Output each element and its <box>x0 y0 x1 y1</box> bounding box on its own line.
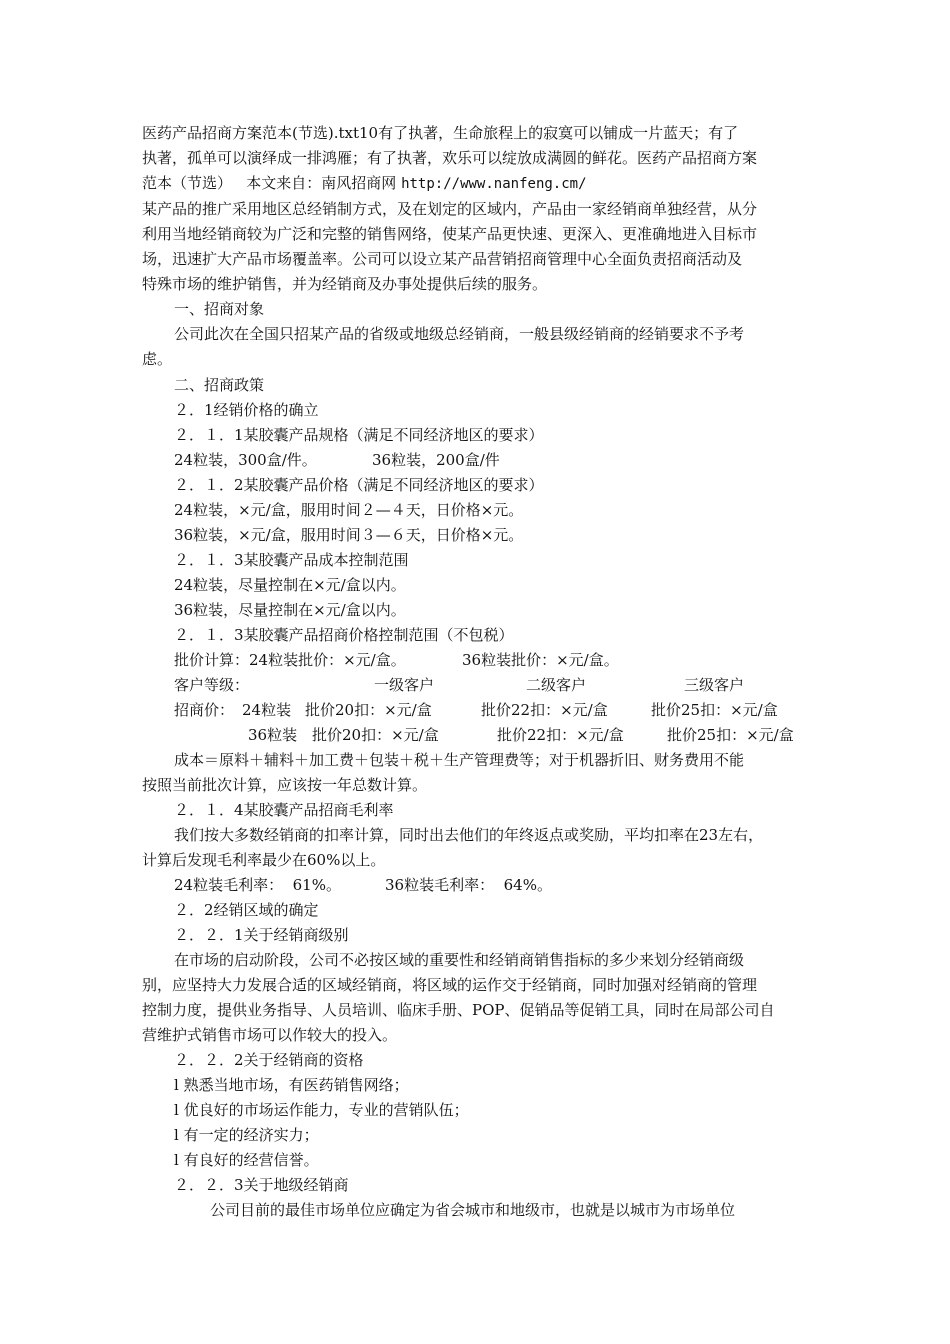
bid-24-pack: 24粒装 <box>242 701 292 719</box>
customer-level-label: 客户等级： <box>174 676 250 694</box>
heading-2: 二、招商政策 <box>174 376 265 394</box>
section-2-1: ２．1经销价格的确立 <box>174 401 319 419</box>
paragraph-1-line-4: 特殊市场的维护销售，并为经销商及办事处提供后续的服务。 <box>142 275 548 293</box>
spec-36: 36粒装，200盒/件 <box>372 451 500 469</box>
bid-price-label: 招商价： <box>174 701 235 719</box>
paragraph-1-line-2: 利用当地经销商较为广泛和完整的销售网络，使某产品更快速、更深入、更准确地进入目标市 <box>142 225 758 243</box>
qualification-3: l 有一定的经济实力； <box>174 1126 319 1144</box>
qualification-4: l 有良好的经营信誉。 <box>174 1151 319 1169</box>
region-line-1: 在市场的启动阶段，公司不必按区域的重要性和经销商销售指标的多少来划分经销商级 <box>174 951 745 969</box>
section-2-1-3: ２．１．3某胶囊产品成本控制范围 <box>174 551 409 569</box>
customer-level-1: 一级客户 <box>374 676 435 694</box>
bid-36-discount-20: 批价20扣：×元/盒 <box>312 726 439 744</box>
margin-line-1: 我们按大多数经销商的扣率计算，同时出去他们的年终返点或奖励，平均扣率在23左右， <box>174 826 764 844</box>
customer-level-3: 三级客户 <box>684 676 745 694</box>
section-2-1-1: ２．１．1某胶囊产品规格（满足不同经济地区的要求） <box>174 426 544 444</box>
region-line-3: 控制力度，提供业务指导、人员培训、临床手册、POP、促销品等促销工具，同时在局部公司自 <box>142 1001 775 1019</box>
section-2-1-4: ２．１．4某胶囊产品招商毛利率 <box>174 801 394 819</box>
cost-36: 36粒装，尽量控制在×元/盒以内。 <box>174 601 406 619</box>
section-2-2-3: ２．２．3关于地级经销商 <box>174 1176 349 1194</box>
section-2-1-3b: ２．１．3某胶囊产品招商价格控制范围（不包税） <box>174 626 514 644</box>
section-2-1-2: ２．１．2某胶囊产品价格（满足不同经济地区的要求） <box>174 476 544 494</box>
bid-24-discount-22: 批价22扣：×元/盒 <box>481 701 608 719</box>
bid-36-discount-25: 批价25扣：×元/盒 <box>667 726 794 744</box>
intro-line-3 <box>142 174 587 193</box>
paragraph-1-line-1: 某产品的推广采用地区总经销制方式，及在划定的区域内，产品由一家经销商单独经营，从分 <box>142 200 758 218</box>
region-line-2: 别，应坚持大力发展合适的区域经销商，将区域的运作交于经销商，同时加强对经销商的管理 <box>142 976 758 994</box>
bid-36-discount-22: 批价22扣：×元/盒 <box>497 726 624 744</box>
qualification-2: l 优良好的市场运作能力，专业的营销队伍； <box>174 1101 469 1119</box>
section-2-2-2: ２．２．2关于经销商的资格 <box>174 1051 364 1069</box>
intro-line-2: 执著，孤单可以演绎成一排鸿雁；有了执著，欢乐可以绽放成满圆的鲜花。医药产品招商方案 <box>142 149 758 167</box>
source-url[interactable]: http://www.nanfeng.cm/ <box>401 176 587 192</box>
intro-line-1: 医药产品招商方案范本(节选).txt10有了执著，生命旅程上的寂寞可以铺成一片蓝天；有了 <box>142 124 739 142</box>
heading-1: 一、招商对象 <box>174 300 265 318</box>
customer-level-2: 二级客户 <box>526 676 587 694</box>
wholesale-36: 36粒装批价：×元/盒。 <box>462 651 619 669</box>
cost-formula-line-2: 按照当前批次计算，应该按一年总数计算。 <box>142 776 428 794</box>
cost-formula-line-1: 成本＝原料＋辅料＋加工费＋包装＋税＋生产管理费等；对于机器折旧、财务费用不能 <box>174 751 745 769</box>
paragraph-2-line-2: 虑。 <box>142 350 173 368</box>
spec-24: 24粒装，300盒/件。 <box>174 451 317 469</box>
intro-source: 范本（节选） 本文来自：南风招商网 <box>142 174 402 192</box>
bid-24-discount-20: 批价20扣：×元/盒 <box>305 701 432 719</box>
bid-36-pack: 36粒装 <box>248 726 298 744</box>
paragraph-1-line-3: 场，迅速扩大产品市场覆盖率。公司可以设立某产品营销招商管理中心全面负责招商活动及 <box>142 250 743 268</box>
price-24: 24粒装，×元/盒，服用时间２—４天，日价格×元。 <box>174 501 524 519</box>
qualification-1: l 熟悉当地市场，有医药销售网络； <box>174 1076 409 1094</box>
margin-24: 24粒装毛利率： 61%。 <box>174 876 341 894</box>
cost-24: 24粒装，尽量控制在×元/盒以内。 <box>174 576 406 594</box>
region-line-4: 营维护式销售市场可以作较大的投入。 <box>142 1026 398 1044</box>
paragraph-2-line-1: 公司此次在全国只招某产品的省级或地级总经销商，一般县级经销商的经销要求不予考 <box>174 325 745 343</box>
wholesale-24: 批价计算：24粒装批价：×元/盒。 <box>174 651 406 669</box>
margin-36: 36粒装毛利率： 64%。 <box>385 876 552 894</box>
margin-line-2: 计算后发现毛利率最少在60%以上。 <box>142 851 386 869</box>
section-2-2-1: ２．２．1关于经销商级别 <box>174 926 349 944</box>
section-2-2: ２．2经销区域的确定 <box>174 901 319 919</box>
bid-24-discount-25: 批价25扣：×元/盒 <box>651 701 778 719</box>
last-paragraph-line: 公司目前的最佳市场单位应确定为省会城市和地级市，也就是以城市为市场单位 <box>210 1201 736 1219</box>
price-36: 36粒装，×元/盒，服用时间３—６天，日价格×元。 <box>174 526 524 544</box>
